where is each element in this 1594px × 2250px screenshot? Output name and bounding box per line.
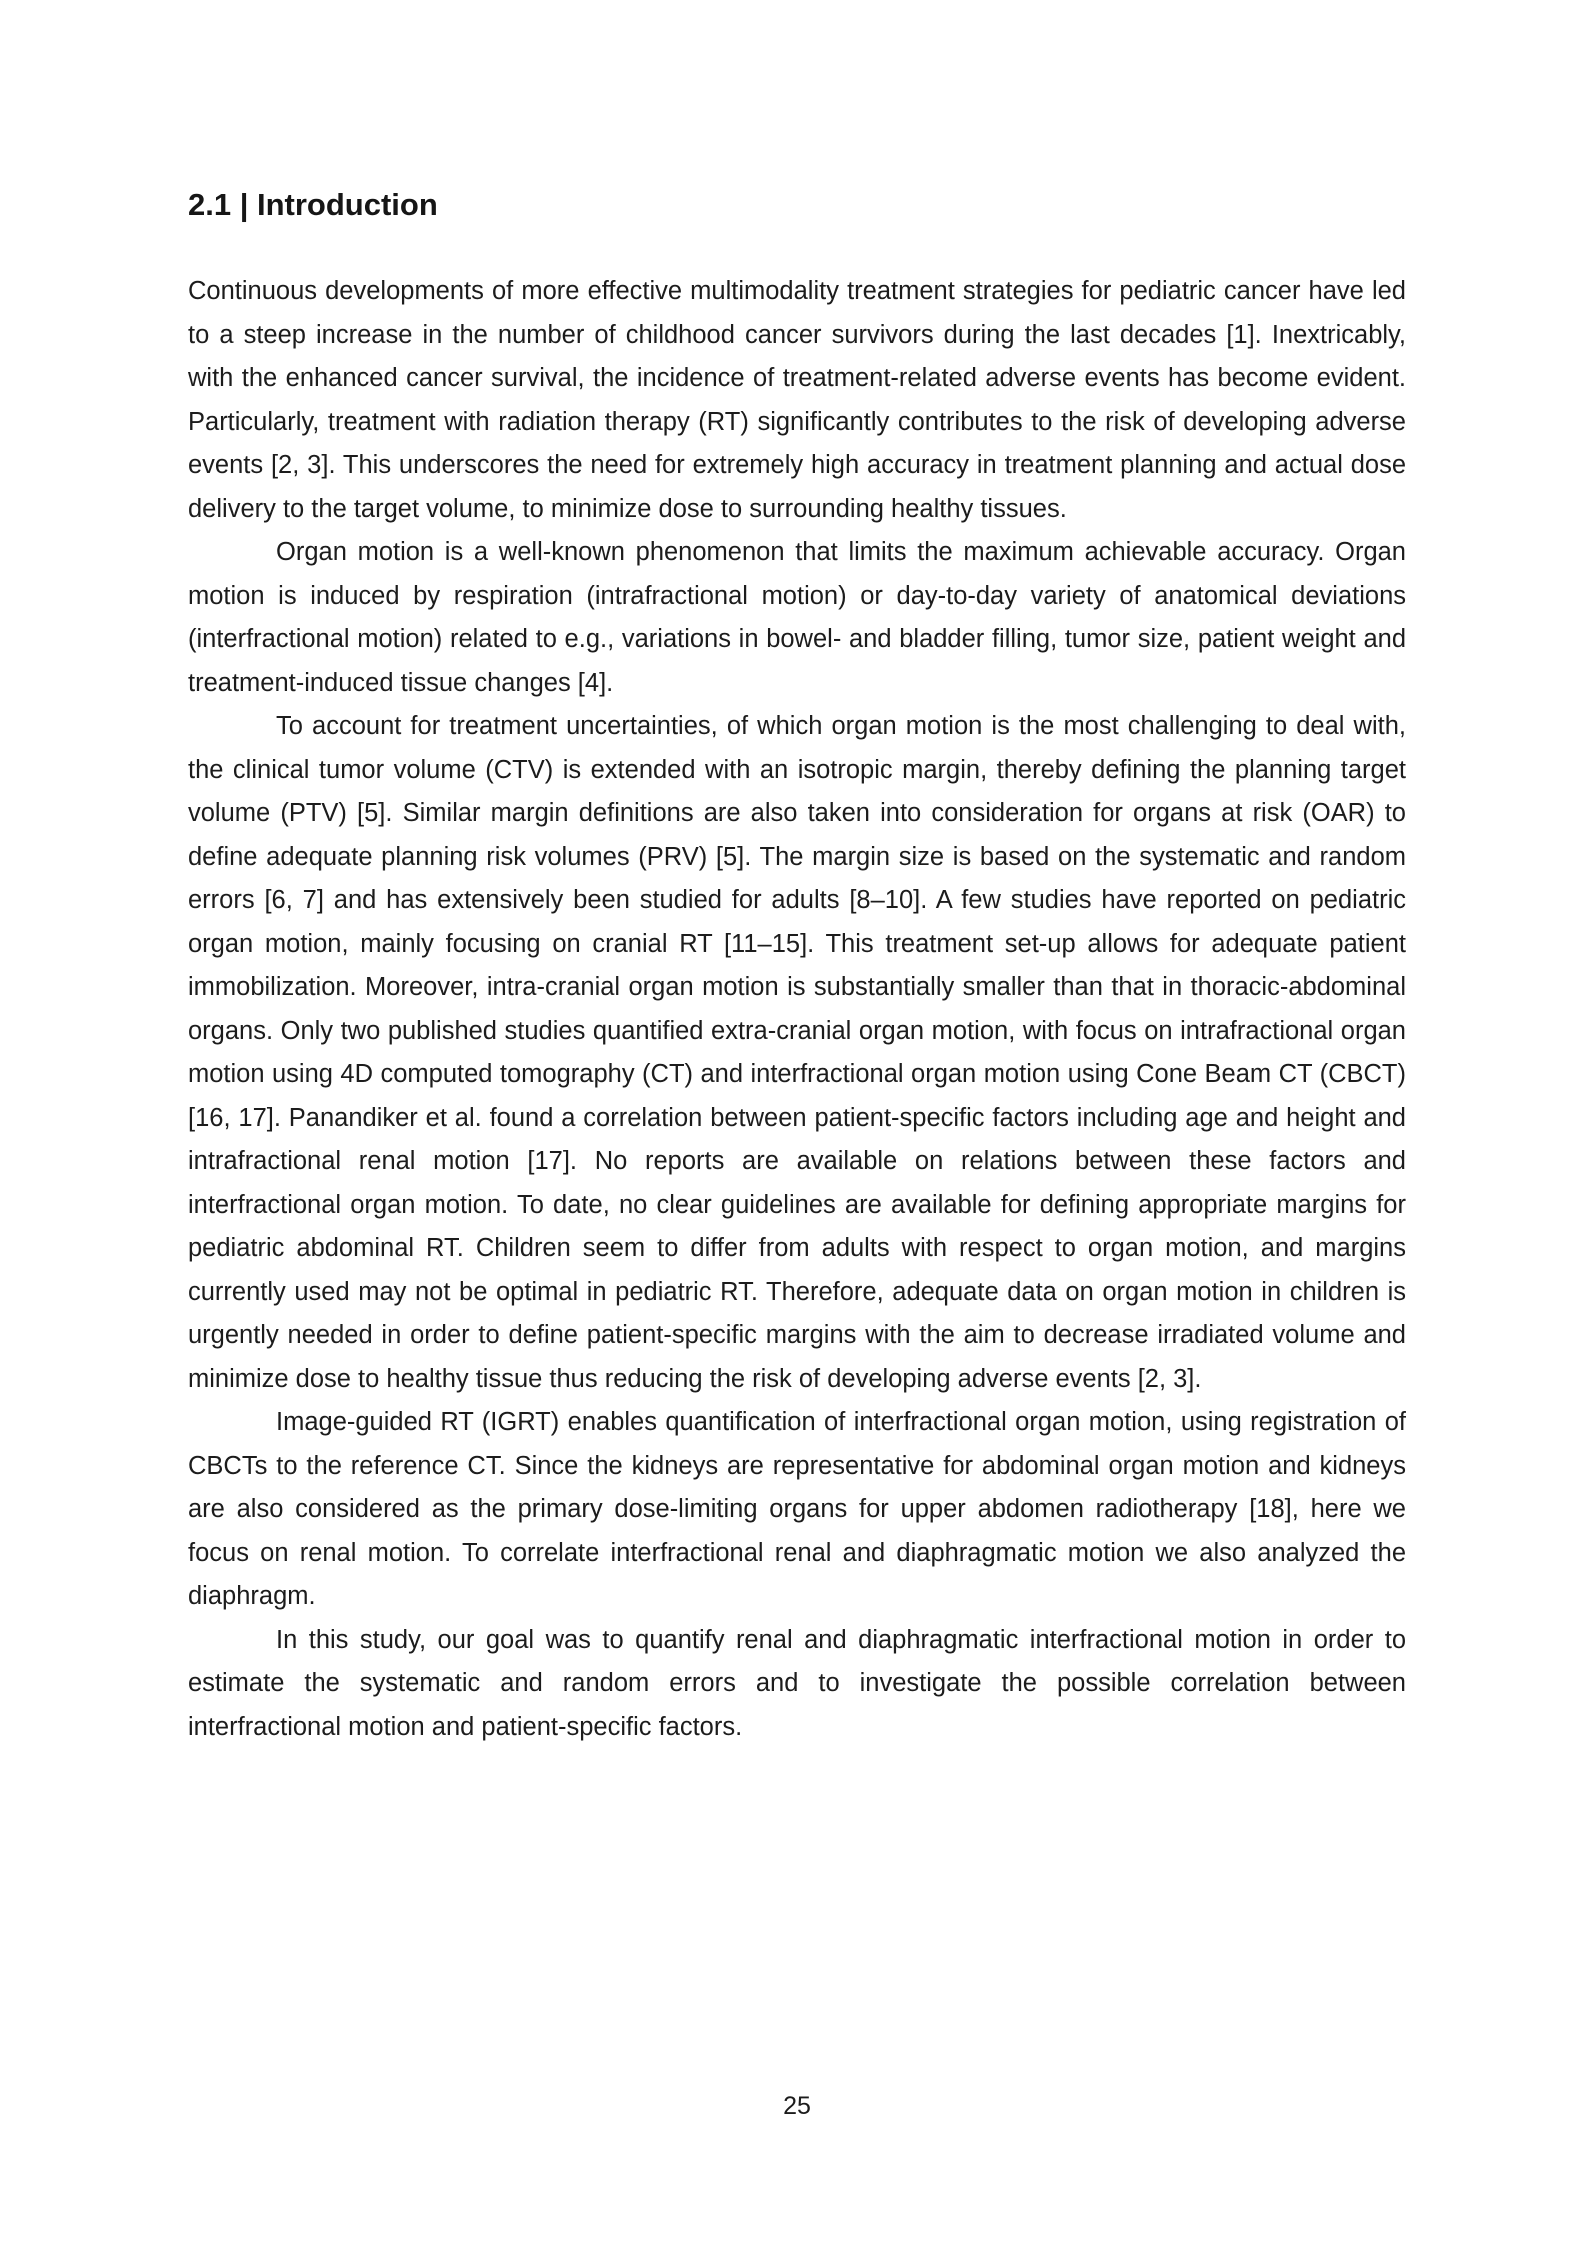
body-paragraph-5: In this study, our goal was to quantify renal and diaphragmatic interfractional motion in order to estimate the systematic and random errors and to investigate the possible correlation between interfractional motion and patient-specific factors.: [188, 1625, 1406, 1741]
text-column: [188, 186, 1406, 1749]
body-paragraph-1: Continuous developments of more effective multimodality treatment strategies for pediatric cancer have led to a steep increase in the number of childhood cancer survivors during the last decades [1]. Inextricably, with the enhanced cancer survival, the incidence of treatment-related adverse events has become evident. Particularly, treatment with radiation therapy (RT) significantly contributes to the risk of developing adverse events [2, 3]. This underscores the need for extremely high accuracy in treatment planning and actual dose delivery to the target volume, to minimize dose to surrounding healthy tissues.: [188, 277, 1406, 523]
page-number: 25: [783, 2092, 811, 2120]
body-paragraph-2: Organ motion is a well-known phenomenon that limits the maximum achievable accuracy. Organ motion is induced by respiration (intrafractional motion) or day-to-day variety of anatomical deviations (interfractional motion) related to e.g., variations in bowel- and bladder filling, tumor size, patient weight and treatment-induced tissue changes [4].: [188, 538, 1406, 697]
body-paragraph-4: Image-guided RT (IGRT) enables quantification of interfractional organ motion, using registration of CBCTs to the reference CT. Since the kidneys are representative for abdominal organ motion and kidneys are also considered as the primary dose-limiting organs for upper abdomen radiotherapy [18], here we focus on renal motion. To correlate interfractional renal and diaphragmatic motion we also analyzed the diaphragm.: [188, 1408, 1406, 1610]
section-heading: 2.1 | Introduction: [188, 187, 438, 222]
body-paragraph-3: To account for treatment uncertainties, of which organ motion is the most challenging to deal with, the clinical tumor volume (CTV) is extended with an isotropic margin, thereby defining the planning target volume (PTV) [5]. Similar margin definitions are also taken into consideration for organs at risk (OAR) to define adequate planning risk volumes (PRV) [5]. The margin size is based on the systematic and random errors [6, 7] and has extensively been studied for adults [8–10]. A few studies have reported on pediatric organ motion, mainly focusing on cranial RT [11–15]. This treatment set-up allows for adequate patient immobilization. Moreover, intra-cranial organ motion is substantially smaller than that in thoracic-abdominal organs. Only two published studies quantified extra-cranial organ motion, with focus on intrafractional organ motion using 4D computed tomography (CT) and interfractional organ motion using Cone Beam CT (CBCT) [16, 17]. Panandiker et al. found a correlation between patient-specific factors including age and height and intrafractional renal motion [17]. No reports are available on relations between these factors and interfractional organ motion. To date, no clear guidelines are available for defining appropriate margins for pediatric abdominal RT. Children seem to differ from adults with respect to organ motion, and margins currently used may not be optimal in pediatric RT. Therefore, adequate data on organ motion in children is urgently needed in order to define patient-specific margins with the aim to decrease irradiated volume and minimize dose to healthy tissue thus reducing the risk of developing adverse events [2, 3].: [188, 712, 1406, 1393]
